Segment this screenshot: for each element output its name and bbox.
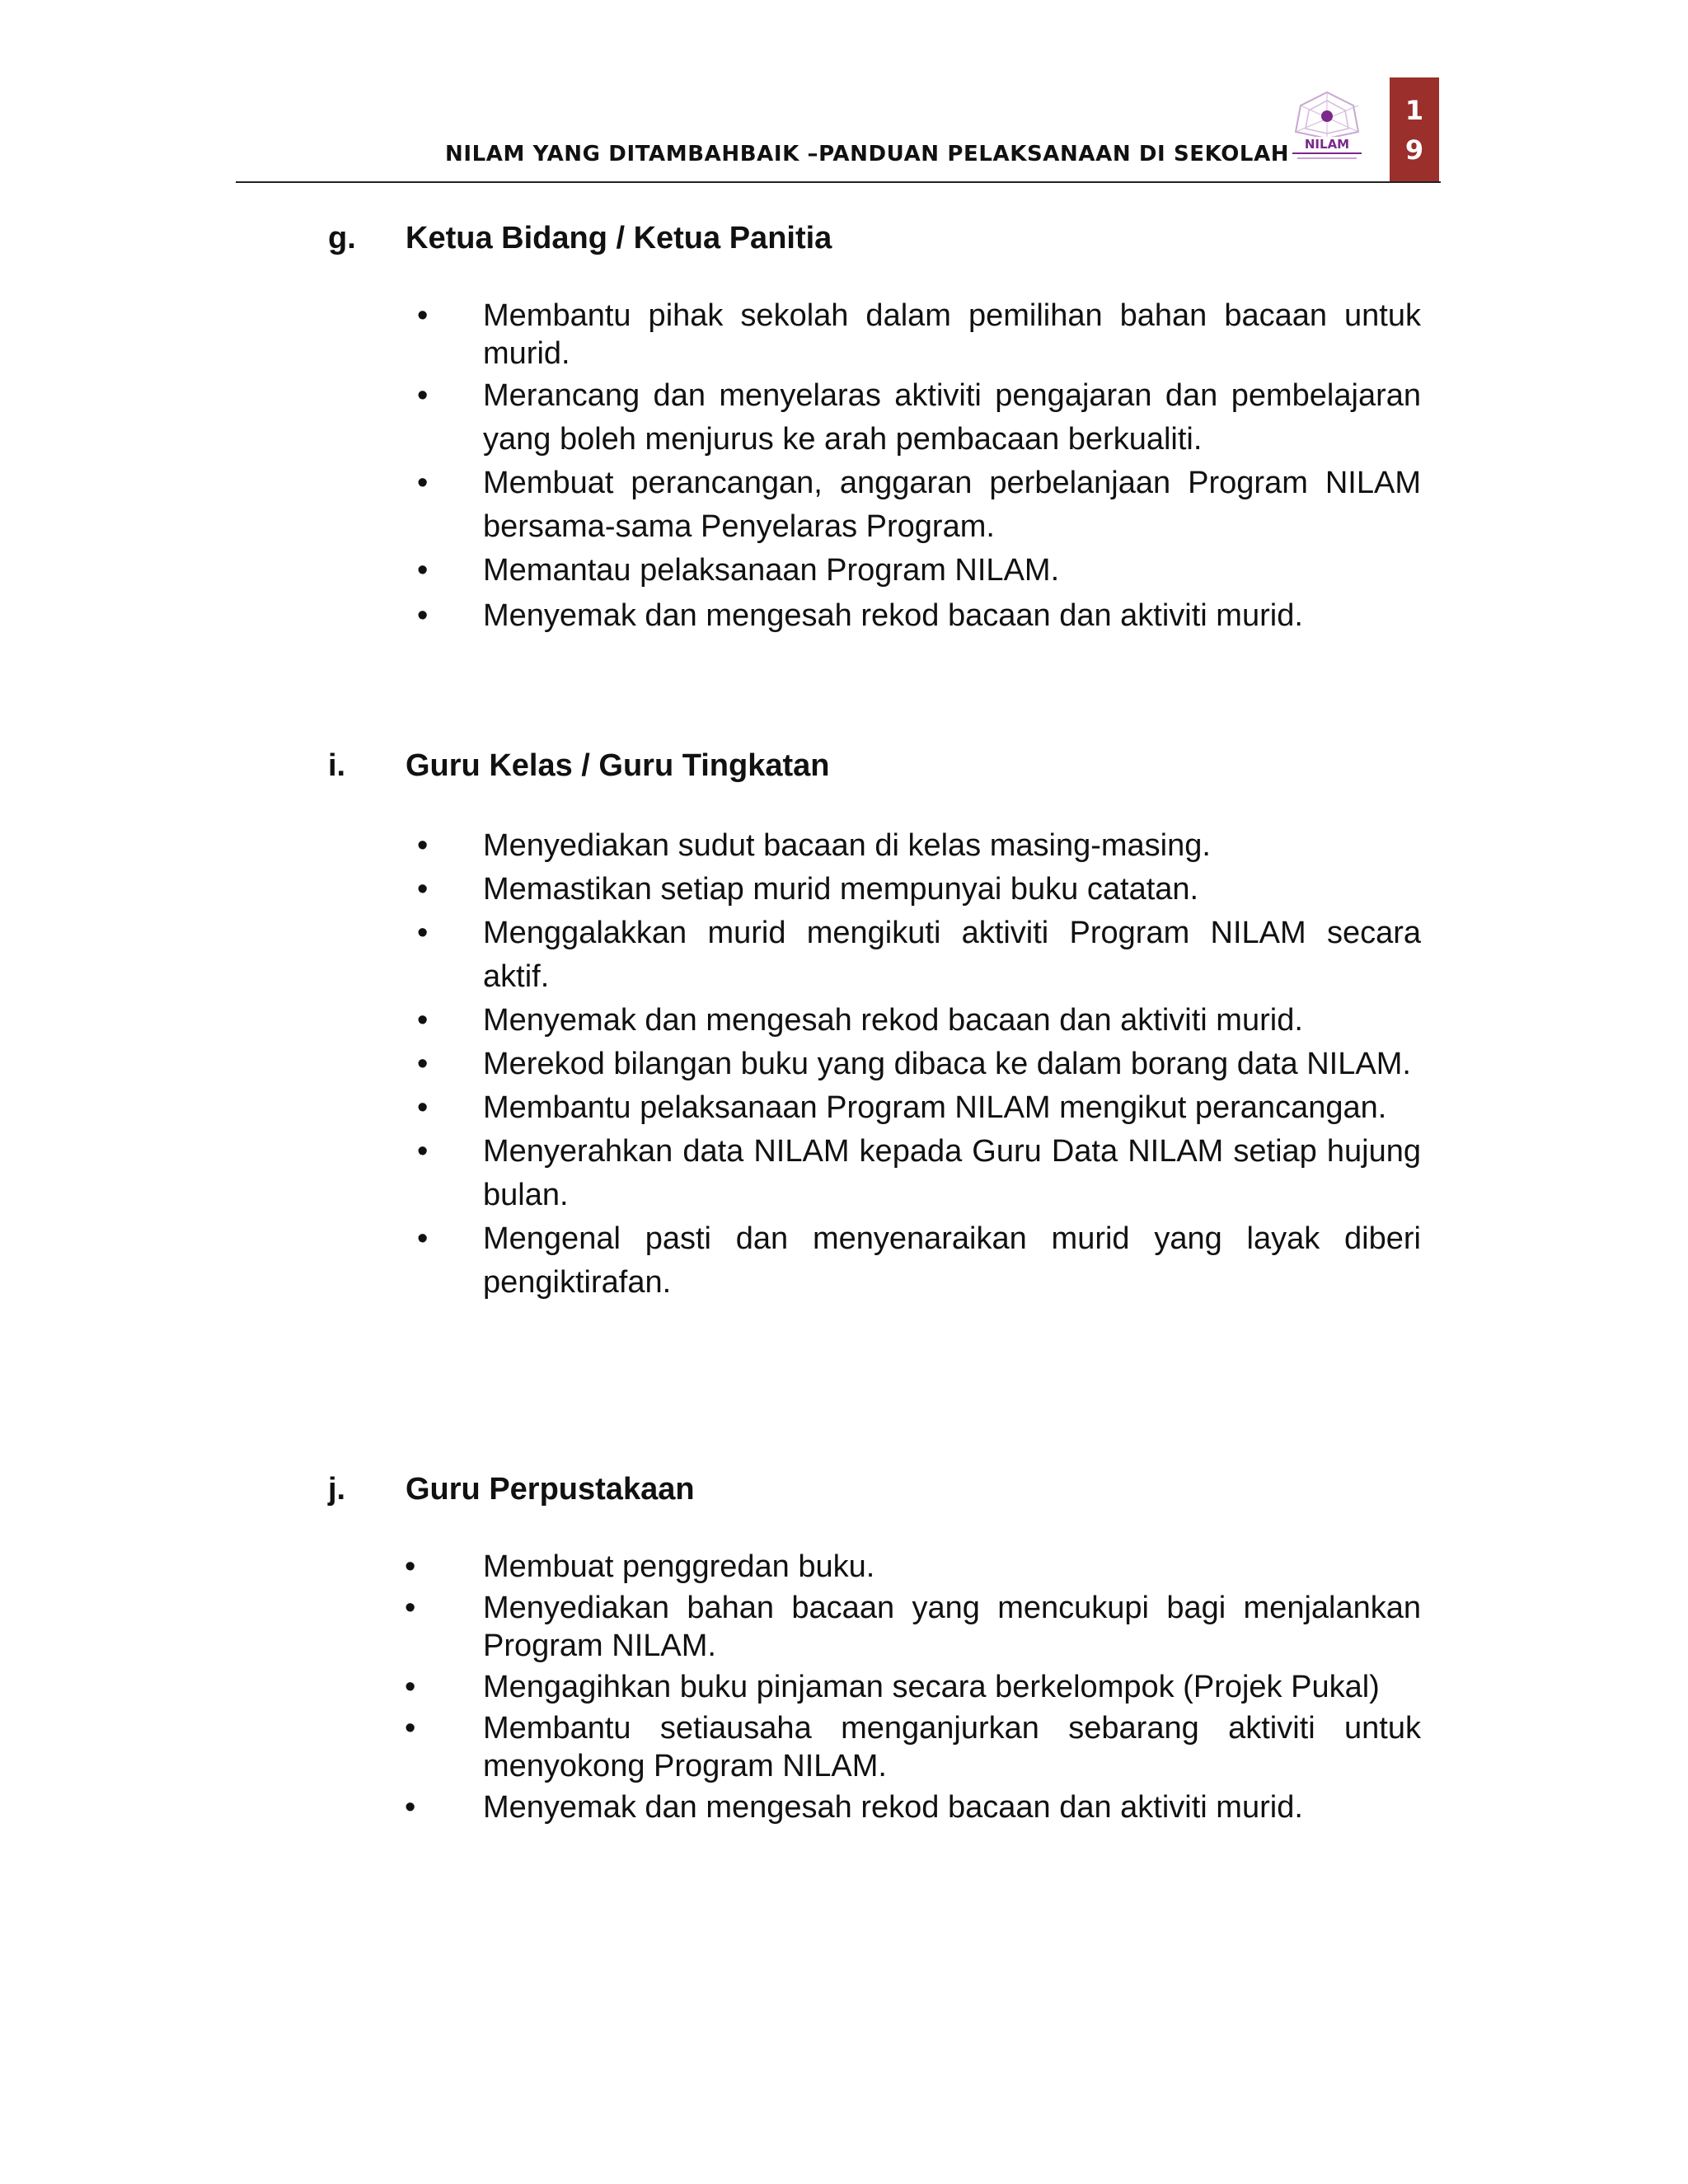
list-item: • Menggalakkan murid mengikuti aktiviti Program NILAM secara aktif. <box>483 912 1421 999</box>
bullet-icon: • <box>417 598 429 633</box>
list-item: • Membantu pihak sekolah dalam pemilihan bahan bacaan untuk murid. <box>417 298 1421 371</box>
bullet-icon: • <box>417 1047 429 1081</box>
page-number-badge <box>1390 77 1439 183</box>
bullet-icon: • <box>405 1591 416 1625</box>
list-item: • Memantau pelaksanaan Program NILAM. <box>483 549 1421 593</box>
nilam-logo-icon <box>1286 89 1368 165</box>
bullet-icon: • <box>417 1090 429 1125</box>
bullet-icon: • <box>417 466 429 500</box>
page-number-digit-1: 1 <box>1404 95 1424 126</box>
running-header-title: NILAM YANG DITAMBAHBAIK –PANDUAN PELAKSANAAN DI SEKOLAH <box>445 142 1290 166</box>
list-item: • Mengagihkan buku pinjaman secara berkelompok (Projek Pukal) <box>405 1670 1380 1704</box>
list-item: • Menyediakan sudut bacaan di kelas masing-masing. <box>483 824 1421 868</box>
section-list <box>0 1548 1688 1826</box>
list-item: • Menyemak dan mengesah rekod bacaan dan aktiviti murid. <box>405 1790 1303 1825</box>
bullet-icon: • <box>417 828 429 863</box>
header-divider <box>236 181 1441 183</box>
bullet-icon: • <box>417 1221 429 1256</box>
bullet-icon: • <box>417 872 429 907</box>
section-list <box>0 297 1688 638</box>
bullet-icon: • <box>405 1670 416 1704</box>
list-item: • Merancang dan menyelaras aktiviti pengajaran dan pembelajaran yang boleh menjurus ke arah pembacaan berkualiti. <box>483 374 1421 462</box>
section-title: Ketua Bidang / Ketua Panitia <box>406 221 832 255</box>
bullet-icon: • <box>417 916 429 950</box>
list-item: • Membantu pelaksanaan Program NILAM mengikut perancangan. <box>483 1086 1421 1130</box>
bullet-icon: • <box>405 1711 416 1746</box>
page-number-digit-2: 9 <box>1404 134 1424 166</box>
bullet-icon: • <box>405 1549 416 1584</box>
section-list <box>0 824 1688 1305</box>
bullet-icon: • <box>417 298 429 333</box>
section-title: Guru Kelas / Guru Tingkatan <box>406 748 830 783</box>
list-item: • Membuat perancangan, anggaran perbelanjaan Program NILAM bersama-sama Penyelaras Program. <box>483 462 1421 549</box>
list-item: • Merekod bilangan buku yang dibaca ke dalam borang data NILAM. <box>483 1043 1421 1086</box>
section-letter: g. <box>328 221 356 255</box>
bullet-icon: • <box>417 553 429 588</box>
list-item: • Memastikan setiap murid mempunyai buku catatan. <box>483 868 1421 912</box>
list-item: • Membuat penggredan buku. <box>405 1549 875 1584</box>
section-letter: j. <box>328 1472 346 1507</box>
list-item: • Menyerahkan data NILAM kepada Guru Data NILAM setiap hujung bulan. <box>483 1130 1421 1217</box>
list-item: • Membantu setiausaha menganjurkan sebarang aktiviti untuk menyokong Program NILAM. <box>405 1711 1421 1783</box>
logo-text: NILAM <box>1304 137 1350 152</box>
bullet-icon: • <box>417 1003 429 1038</box>
list-item: • Menyemak dan mengesah rekod bacaan dan aktiviti murid. <box>483 594 1421 638</box>
list-item: • Menyediakan bahan bacaan yang mencukupi bagi menjalankan Program NILAM. <box>405 1591 1421 1663</box>
bullet-icon: • <box>417 1134 429 1169</box>
section-letter: i. <box>328 748 346 783</box>
list-item: • Menyemak dan mengesah rekod bacaan dan aktiviti murid. <box>483 999 1421 1043</box>
bullet-icon: • <box>405 1790 416 1825</box>
list-item: • Mengenal pasti dan menyenaraikan murid yang layak diberi pengiktirafan. <box>483 1217 1421 1305</box>
section-title: Guru Perpustakaan <box>406 1472 695 1507</box>
bullet-icon: • <box>417 378 429 413</box>
